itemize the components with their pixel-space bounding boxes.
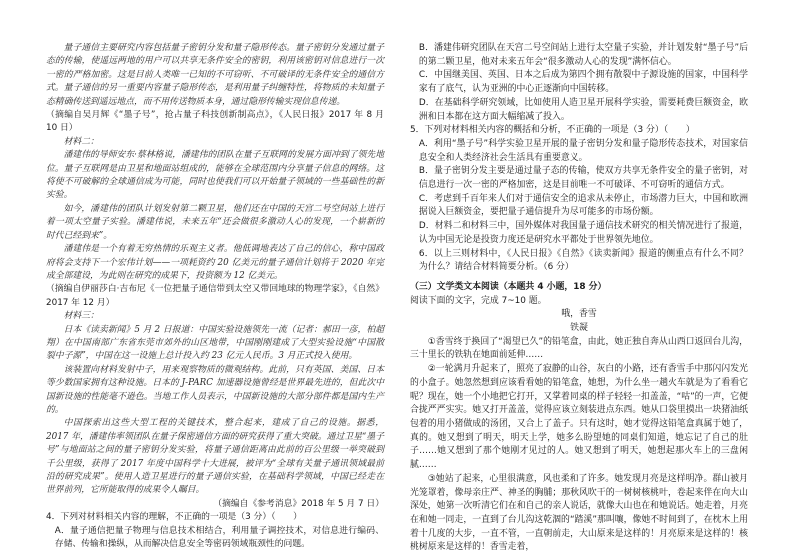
question-4-option-d: D．在基础科学研究领域，比如使用人造卫星开展科学实验，需要耗费巨额资金，欧洲和日本都在这方面大幅缩减了投入。 — [418, 97, 748, 122]
question-5-option-b: B．量子密钥分发主要是通过量子态的传输，使双方共享无条件安全的量子密钥，对信息进行一次一密的严格加密，这是目前唯一不可破译、不可窃听的通信方式。 — [418, 166, 748, 191]
material-3-title: 材料三： — [63, 311, 99, 322]
material-2-title: 材料二： — [63, 136, 99, 147]
story-author: 铁凝 — [570, 323, 588, 334]
question-5-option-d: D．材料二和材料三中，国外媒体对我国量子通信技术研究的相关情况进行了报道，认为中国无论是投资力度还是研究水平都处于世界领先地位。 — [418, 221, 748, 245]
material-2-source: （摘编自伊丽莎白·吉布尼《一位把量子通信带到太空又带回地球的物理学家》，《自然》2017 年 12 月） — [46, 284, 384, 308]
section-instruction: 阅读下面的文字，完成 7~10 题。 — [410, 295, 547, 306]
left-column — [46, 42, 384, 551]
material-1-paragraph: 量子通信主要研究内容包括量子密钥分发和量子隐形传态。量子密钥分发通过量子态的传输，使遥远两地的用户可以共享无条件安全的密钥，利用该密钥对信息进行一次一密的严格加密。这是目前人类唯一已知的不可窃听、不可破译的无条件安全的通信方式。量子通信的另一重要内容量子隐形传态，是利用量子纠缠特性，将物质的未知量子态精确传送到遥远地点，而不用传送物质本身，通过隐形传输实现信息传递。 — [46, 43, 384, 107]
question-4-option-a: A．量子通信把量子物理与信息技术相结合，利用量子调控技术，对信息进行编码、存储、传输和操纵，从而解决信息安全等密码领域瓶颈性的问题。 — [54, 525, 384, 550]
story-paragraph-1: ①香雪终于换回了“渴望已久”的铅笔盒，由此，她正独自奔从山西口返回台儿沟，三十里长的铁轨在她面前延伸…… — [410, 336, 748, 361]
material-3-paragraph-1: 日本《读卖新闻》5 月 2 日报道：中国实验设施领先一流（记者：郝田一彦，柏超翔）在中国南部广东省东莞市郊外的山区地带，中国刚刚建成了大型实验设施“中国散裂中子源”，中国在这一设施上总计投入约 23 亿元人民币。3 月正式投入使用。 — [46, 324, 384, 362]
material-1-source: （摘编自吴月辉《“墨子号”，抢占量子科技创新制高点》，《人民日报》2017 年 8 月 10 日） — [46, 110, 384, 134]
right-column — [410, 42, 748, 555]
question-4-option-c: C．中国继美国、英国、日本之后成为第四个拥有散裂中子源设施的国家，中国科学家有了底气，认为亚洲的中心正逐渐向中国转移。 — [418, 70, 748, 95]
question-6: 6．以上三则材料中，《人民日报》《自然》《读卖新闻》报道的侧重点有什么不同？为什么？请结合材料简要分析。（6 分） — [418, 248, 748, 273]
question-4-option-b: B．潘建伟研究团队在天宫二号空间站上进行太空量子实验，并计划发射“墨子号”后的第二颗卫星，他对未来五年会“很多激动人心的发现”满怀信心。 — [418, 43, 748, 67]
material-2-paragraph-1: 潘建伟的导师安东·蔡林格说，潘建伟的团队在量子互联网的发展方面冲到了领先地位。量子互联网是由卫星和地面站组成的，能够在全球范围内分享量子信息的网络。这将使不可破解的全球通信成为可能，同时也使我们可以开始量子领域的一些基础性的新实验。 — [46, 150, 384, 201]
question-4-stem: 4．下列对材料相关内容的理解，不正确的一项是（3 分）（ ） — [46, 512, 302, 523]
question-5-option-c: C．考虑到千百年来人们对于通信安全的追求从未停止，市场潜力巨大，中国和欧洲据说入巨额资金，要把量子通信提升为尽可能多的市场份额。 — [418, 193, 748, 218]
section-heading: （三）文学类文本阅读（本题共 4 小题，18 分） — [410, 281, 607, 292]
material-3-source: （摘编自《参考消息》2018 年 5 月 7 日） — [213, 498, 384, 509]
material-3-paragraph-3: 中国探索出这些大型工程的关键技术，整合起来，建成了自己的设施。据悉，2017 年，潘建伟率领团队在量子保密通信方面的研究获得了重大突破。通过卫星“墨子号”与地面站之间的量子密钥分发实验，将量子通信距离由此前的百公里级一举突破到千公里级，获得了 2017 年度中国科学十大进展，被评为“全球有关量子通讯领域最前沿的研究成果”。使用人造卫星进行的量子通信实验，在基础科学领域，中国已经走在世界前列，它所能取得的成果令人瞩目。 — [46, 418, 384, 496]
story-title: 哦，香雪 — [561, 309, 597, 320]
question-5-stem: 5．下列对材料相关内容的概括和分析，不正确的一项是（3 分）（ ） — [410, 125, 695, 136]
material-2-paragraph-3: 潘建伟是一个有着无穷热情的乐观主义者。他低调地表达了自己的信心，称中国政府将会支持下一个宏伟计划——一项耗资约 20 亿美元的量子通信计划将于 2020 年完成全部建设，为此则在研究的成果下，投资额为 12 亿美元。 — [46, 244, 384, 281]
question-5-option-a: A．利用“墨子号”科学实验卫星开展的量子密钥分发和量子隐形传态技术，对国家信息安全和人类经济社会生活具有重要意义。 — [418, 138, 748, 163]
material-2-paragraph-2: 如今，潘建伟的团队计划发射第二颗卫星，他们还在中国的天宫二号空间站上进行着一项太空量子实验。潘建伟说，未来五年“还会做很多激动人心的发现，一个崭新的时代已经到来”。 — [46, 203, 384, 241]
story-paragraph-3: ③她站了起来，心里很满意，风也柔和了许多。她发现月亮是这样明净。群山被月光笼罩着，像母亲庄严、神圣的胸脯；那秋风吹干的一树树核桃叶，卷起来伴在向大山深处，她第一次听清它们在和自己的亲人说话，就像大山也在和她说话。她走着，月亮在和她一同走，一直到了台儿沟这乾涸的“踏溪”那叫嚷，像她不时间到了，在枕木上用着十几度的大步，一直不管，一直朝前走，大山原来是这样的！月亮原来是这样的！核桃树原来是这样的！香雪走着， — [410, 473, 748, 553]
material-3-paragraph-2: 该装置向材料发射中子，用来观察物质的微观结构。此前，只有英国、美国、日本等少数国家拥有这种设施。日本的 J-PARC 加速器设施曾经是世界最先进的，但此次中国新设施的性能毫不逊色。当地工作人员表示，中国新设施的大部分部件都是国内生产的。 — [46, 364, 384, 415]
story-paragraph-2: ②一轮满月升起来了，照亮了寂静的山谷，灰白的小路，还有香雪手中那闪闪发光的小盒子。她忽然想到应该看看她的铅笔盒，她想，为什么坐一趟火车就是为了看看它呢？现在，她一个小地把它打开，又掌着同桌的样子轻轻一扣盖盖，“咕”的一声，它便合拢严严实实。她又打开盖盖，觉得应该立刻装进点东西。她从口袋里摸出一块猪油纸包着的用小猪做成的汤团，又合上了盖子。只有这时，她才觉得这铅笔盒真属于她了，真的。她又想到了明天，明天上学，她多么盼望她的同桌们知道，她忘记了自己的肚子……她又想到了那个她刚才见过的人。她又想到了明天，她想起那火车上的三盘闲腻…… — [410, 364, 748, 471]
